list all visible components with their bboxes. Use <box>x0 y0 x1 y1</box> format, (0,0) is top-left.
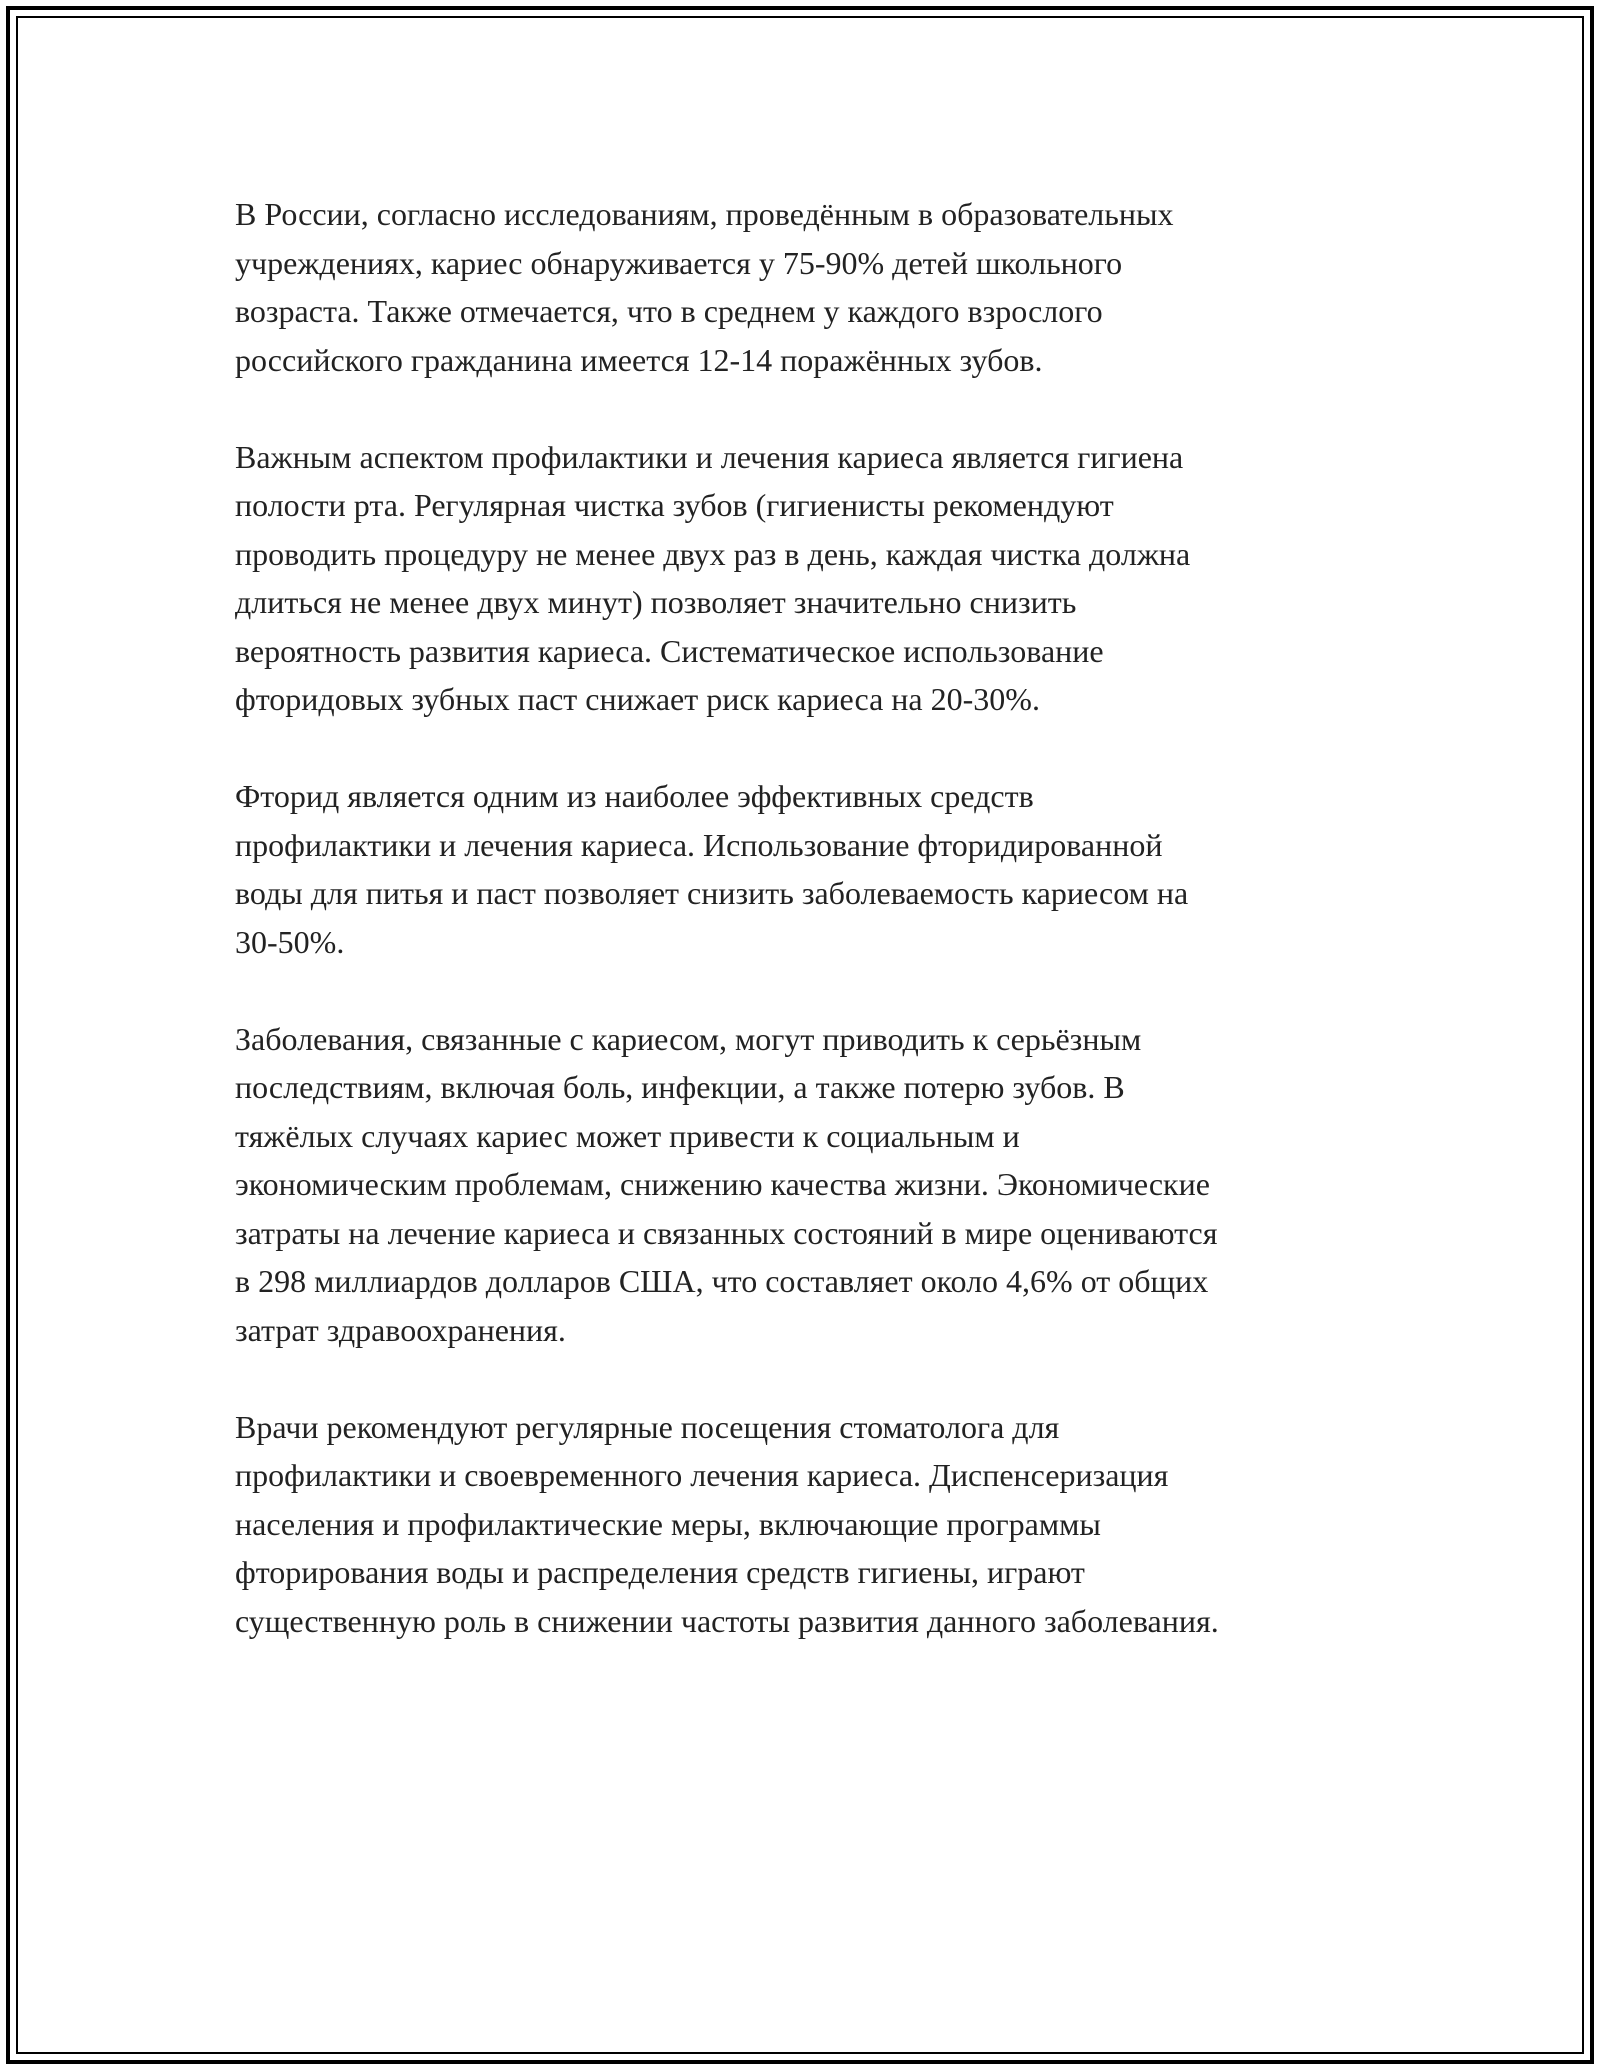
text-line: полости рта. Регулярная чистка зубов (гигиенисты рекомендуют <box>235 487 1114 523</box>
text-line: В России, согласно исследованиям, проведённым в образовательных <box>235 196 1174 232</box>
text-line: Заболевания, связанные с кариесом, могут приводить к серьёзным <box>235 1020 1142 1057</box>
text-line: затраты на лечение кариеса и связанных состояний в мире оцениваются <box>235 1214 1218 1251</box>
text-line: населения и профилактические меры, включающие программы <box>235 1505 1101 1542</box>
text-line: Фторид является одним из наиболее эффективных средств <box>235 778 1034 814</box>
text-line: вероятность развития кариеса. Систематическое использование <box>235 632 1104 669</box>
text-line: длиться не менее двух минут) позволяет значительно снизить <box>235 584 1077 620</box>
text-line: затрат здравоохранения. <box>235 1311 566 1348</box>
document-body <box>235 190 1385 1645</box>
paragraph-recommendations <box>235 1403 1385 1646</box>
text-line: фторирования воды и распределения средств гигиены, играют <box>235 1554 1085 1590</box>
paragraph-oral-hygiene <box>235 433 1385 724</box>
text-line: воды для питья и паст позволяет снизить заболеваемость кариесом на <box>235 875 1189 911</box>
text-line: тяжёлых случаях кариес может привести к социальным и <box>235 1117 1020 1154</box>
paragraph-caries-prevalence <box>235 190 1385 384</box>
text-line: возраста. Также отмечается, что в среднем у каждого взрослого <box>235 293 1103 329</box>
text-line: экономическим проблемам, снижению качества жизни. Экономические <box>235 1166 1210 1202</box>
text-line: фторидовых зубных паст снижает риск кариеса на 20-30%. <box>235 681 1040 717</box>
text-line: последствиям, включая боль, инфекции, а также потерю зубов. В <box>235 1069 1125 1105</box>
text-line: существенную роль в снижении частоты развития данного заболевания. <box>235 1602 1219 1639</box>
text-line: в 298 миллиардов долларов США, что составляет около 4,6% от общих <box>235 1263 1209 1299</box>
text-line: 30-50%. <box>235 923 345 960</box>
text-line: Врачи рекомендуют регулярные посещения стоматолога для <box>235 1408 1060 1445</box>
text-line: российского гражданина имеется 12-14 поражённых зубов. <box>235 341 1043 378</box>
text-line: Важным аспектом профилактики и лечения кариеса является гигиена <box>235 438 1184 475</box>
text-line: проводить процедуру не менее двух раз в день, каждая чистка должна <box>235 535 1191 572</box>
text-line: профилактики и лечения кариеса. Использование фторидированной <box>235 826 1163 863</box>
text-line: учреждениях, кариес обнаруживается у 75-90% детей школьного <box>235 244 1123 281</box>
paragraph-fluoride <box>235 772 1385 966</box>
paragraph-consequences <box>235 1015 1385 1355</box>
text-line: профилактики и своевременного лечения кариеса. Диспенсеризация <box>235 1457 1169 1493</box>
